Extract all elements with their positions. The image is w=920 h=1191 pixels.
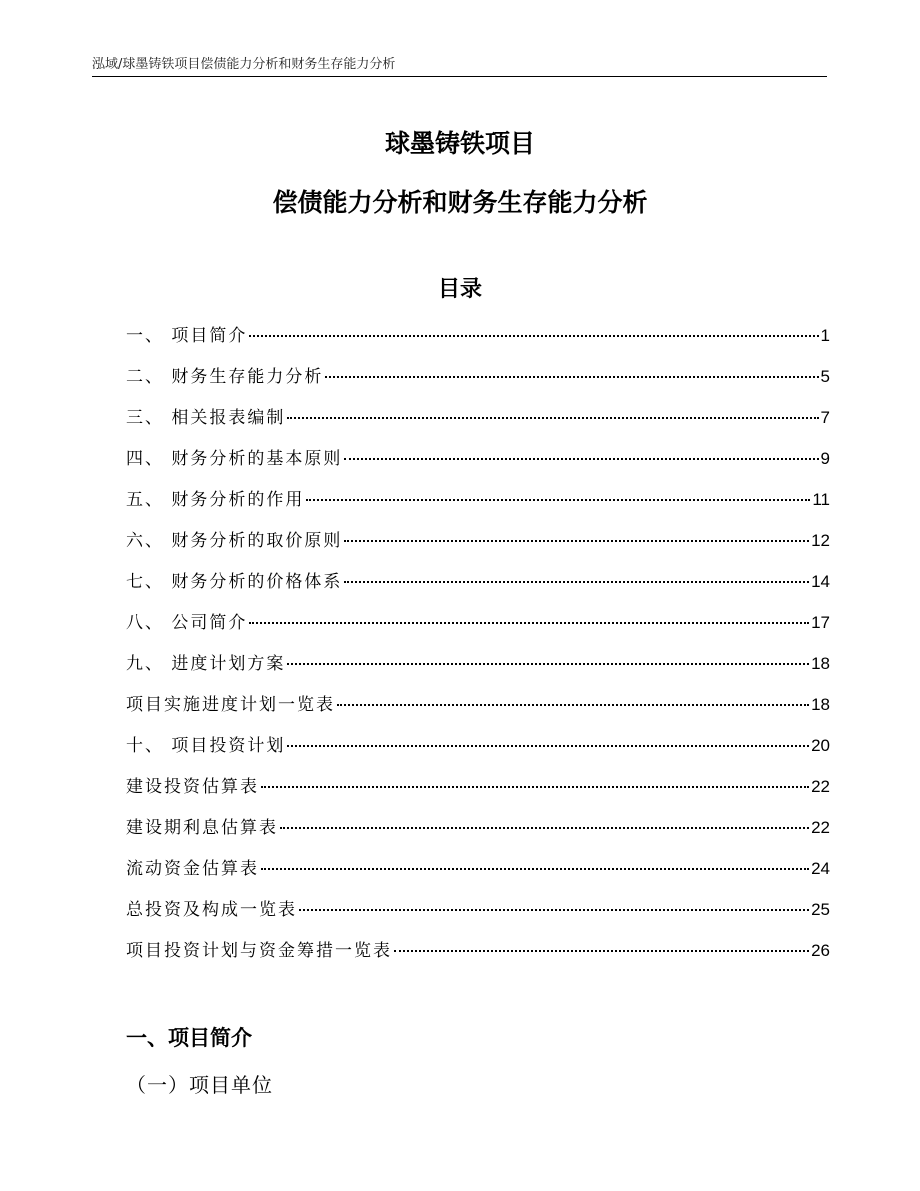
toc-entry-label: 四、 财务分析的基本原则 [126, 449, 343, 469]
toc-entry[interactable] [126, 363, 830, 404]
toc-entry[interactable] [126, 937, 830, 978]
toc-entry[interactable] [126, 896, 830, 937]
toc-dot-leader [344, 458, 818, 460]
toc-entry[interactable] [126, 322, 830, 363]
toc-dot-leader [280, 827, 809, 829]
toc-dot-leader [261, 868, 809, 870]
toc-entry-page: 12 [811, 531, 830, 550]
section-heading: 一、项目简介 [126, 1026, 252, 1050]
toc-dot-leader [287, 745, 809, 747]
toc-entry[interactable] [126, 609, 830, 650]
toc-entry-label: 建设投资估算表 [126, 777, 259, 797]
toc-entry-label: 项目投资计划与资金筹措一览表 [126, 941, 392, 961]
toc-entry[interactable] [126, 527, 830, 568]
toc-entry[interactable] [126, 486, 830, 527]
toc-entry-label: 项目实施进度计划一览表 [126, 695, 335, 715]
document-title-line2: 偿债能力分析和财务生存能力分析 [272, 188, 648, 217]
table-of-contents [126, 322, 830, 978]
toc-entry-label: 三、 相关报表编制 [126, 408, 286, 428]
document-title-line1: 球墨铸铁项目 [384, 129, 535, 158]
toc-entry-label: 一、 项目简介 [126, 326, 248, 346]
toc-entry-label: 五、 财务分析的作用 [126, 490, 305, 510]
toc-entry-page: 22 [811, 818, 830, 837]
toc-dot-leader [299, 909, 809, 911]
running-header: 泓域/球墨铸铁项目偿债能力分析和财务生存能力分析 [92, 57, 396, 72]
toc-entry-label: 二、 财务生存能力分析 [126, 367, 324, 387]
toc-dot-leader [344, 581, 809, 583]
toc-entry-page: 14 [811, 572, 830, 591]
toc-dot-leader [337, 704, 809, 706]
toc-entry[interactable] [126, 855, 830, 896]
toc-entry-page: 24 [811, 859, 830, 878]
toc-entry-page: 18 [811, 654, 830, 673]
toc-dot-leader [287, 417, 818, 419]
toc-entry-page: 26 [811, 941, 830, 960]
toc-entry[interactable] [126, 773, 830, 814]
toc-entry-page: 20 [811, 736, 830, 755]
toc-entry-label: 八、 公司简介 [126, 613, 248, 633]
toc-entry[interactable] [126, 650, 830, 691]
toc-entry-label: 总投资及构成一览表 [126, 900, 297, 920]
toc-entry-page: 18 [811, 695, 830, 714]
toc-entry-label: 六、 财务分析的取价原则 [126, 531, 343, 551]
toc-dot-leader [325, 376, 818, 378]
toc-entry-label: 流动资金估算表 [126, 859, 259, 879]
toc-dot-leader [249, 335, 818, 337]
toc-entry[interactable] [126, 404, 830, 445]
toc-entry-page: 11 [812, 490, 830, 509]
toc-entry[interactable] [126, 814, 830, 855]
toc-heading: 目录 [437, 277, 482, 302]
header-divider [92, 76, 827, 77]
toc-dot-leader [394, 950, 809, 952]
toc-dot-leader [344, 540, 809, 542]
toc-dot-leader [306, 499, 810, 501]
toc-dot-leader [261, 786, 809, 788]
toc-dot-leader [249, 622, 809, 624]
toc-entry-page: 1 [820, 326, 830, 345]
toc-dot-leader [287, 663, 809, 665]
toc-entry-page: 25 [811, 900, 830, 919]
toc-entry[interactable] [126, 691, 830, 732]
toc-entry-label: 七、 财务分析的价格体系 [126, 572, 343, 592]
toc-entry-label: 九、 进度计划方案 [126, 654, 286, 674]
toc-entry-page: 7 [820, 408, 830, 427]
toc-entry-label: 建设期利息估算表 [126, 818, 278, 838]
toc-entry-page: 17 [811, 613, 830, 632]
toc-entry[interactable] [126, 445, 830, 486]
toc-entry-page: 22 [811, 777, 830, 796]
toc-entry-label: 十、 项目投资计划 [126, 736, 286, 756]
toc-entry-page: 9 [820, 449, 830, 468]
toc-entry[interactable] [126, 732, 830, 773]
subsection-heading: （一）项目单位 [126, 1073, 273, 1097]
toc-entry[interactable] [126, 568, 830, 609]
toc-entry-page: 5 [820, 367, 830, 386]
